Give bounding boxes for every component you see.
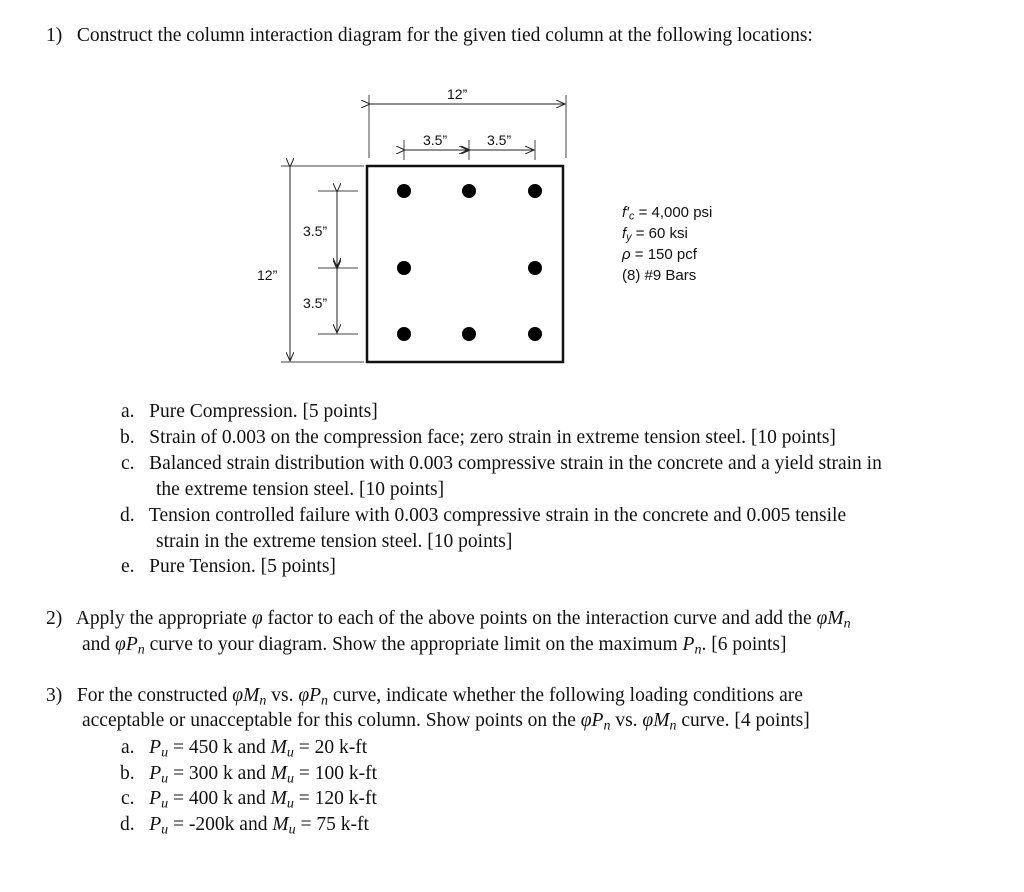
dim-top-left-label: 3.5” [423,132,448,148]
q3-case-d: d. $P_u = -200k$ and $M_u = 75$ k-ft [120,814,369,838]
prop-bars: (8) #9 Bars [622,267,697,284]
q3-line-2: acceptable or unacceptable for this column. Show points on the $\varphi P_n$ vs. $\varphi M_n$ curve. [4 points] [82,710,810,734]
dim-left-top-label: 3.5” [303,223,328,239]
bar [462,184,476,198]
dim-left-spacing [303,191,358,334]
dim-top-spacing [404,132,535,160]
q1-item-d-cont: strain in the extreme tension steel. [10 points] [156,531,513,552]
q1-text: Construct the column interaction diagram for the given tied column at the following locations: [76,25,813,46]
q3-case-b: b. $P_u = 300$ k and $M_u = 100$ k-ft [120,763,378,787]
dim-top-overall [369,86,566,158]
dim-left-overall [257,166,364,362]
prop-rho: ρ = 150 pcf [622,246,697,263]
q1-item-c: c. Balanced strain distribution with 0.003 compressive strain in the concrete and a yield strain in [121,453,882,474]
q2-line-2: and $\varphi P_n$ curve to your diagram. Show the appropriate limit on the maximum $P_n$. [6 points] [82,634,787,658]
prop-fc: $f'_c = 4,000$ psi [622,204,713,223]
bar [397,327,411,341]
q1-item-d: d. Tension controlled failure with 0.003 compressive strain in the concrete and 0.005 tensile [120,505,847,526]
q3-line-1: 3) For the constructed $\varphi M_n$ vs. $\varphi P_n$ curve, indicate whether the following loading conditions are [46,685,803,709]
q1-number: 1) [46,25,63,46]
prop-fy: $f_y = 60$ ksi [622,225,688,244]
q2-line-1: 2) Apply the appropriate φ factor to each of the above points on the interaction curve and add the $\varphi M_n$ [46,608,851,632]
dim-top-overall-label: 12” [447,86,468,102]
q1-item-e: e. Pure Tension. [5 points] [121,556,336,577]
material-properties [622,202,712,286]
bar [528,261,542,275]
bar [397,184,411,198]
q2-number: 2) [46,608,63,629]
q3-number: 3) [46,685,63,706]
q1-item-a: a. Pure Compression. [5 points] [121,401,378,422]
dim-top-right-label: 3.5” [487,132,512,148]
q1-item-c-cont: the extreme tension steel. [10 points] [156,479,445,500]
q3-case-c: c. $P_u = 400$ k and $M_u = 120$ k-ft [121,788,377,812]
bar [462,327,476,341]
column-cross-section-figure [0,0,1024,400]
reinforcing-bars [397,184,542,341]
bar [528,327,542,341]
q1-item-b: b. Strain of 0.003 on the compression face; zero strain in extreme tension steel. [10 points] [120,427,836,448]
dim-left-overall-label: 12” [257,267,278,283]
bar [528,184,542,198]
bar [397,261,411,275]
dim-left-bottom-label: 3.5” [303,295,328,311]
q3-case-a: a. $P_u = 450$ k and $M_u = 20$ k-ft [121,737,368,761]
